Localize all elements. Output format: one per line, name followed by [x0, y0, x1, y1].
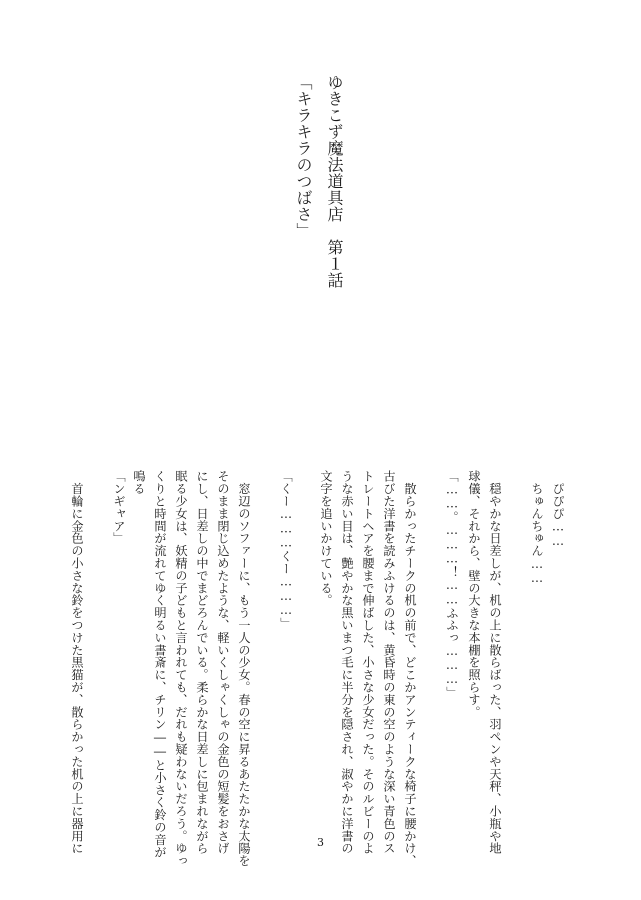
body-line: 「くー………くー………」	[279, 470, 293, 630]
body-line: 球儀、それから、壁の大きな本棚を照らす。	[467, 470, 481, 718]
body-line: 「……。………！……ふふっ………」	[445, 470, 459, 699]
body-line: 穏やかな日差しが、机の上に散らばった、羽ペンや天秤、小瓶や地	[488, 470, 502, 855]
body-line: うな赤い目は、艶やかな黒いまつ毛に半分を隠され、淑やかに洋書の	[340, 470, 354, 855]
body-line: 散らかったチークの机の前で、どこかアンティークな椅子に腰かけ、	[403, 470, 417, 867]
page-number: 3	[317, 836, 324, 849]
body-line: 眠る少女は、妖精の子どもと言われても、だれも疑わないだろう。ゆっ	[174, 470, 188, 867]
body-line: にし、日差しの中でまどろんでいる。柔らかな日差しに包まれながら	[195, 470, 209, 855]
body-line: ぴぴぴ……	[551, 470, 565, 548]
body-line: 窓辺のソファーに、もう一人の少女。春の空に昇るあたたかな太陽を	[237, 470, 251, 867]
story-subtitle: 「キラキラのつばさ」	[294, 74, 313, 239]
body-line: 首輪に金色の小さな鈴をつけた黒猫が、散らかった机の上に器用に	[70, 470, 84, 855]
body-line: トレートヘアを腰まで伸ばした、小さな少女だった。そのルビーのよ	[361, 470, 375, 855]
body-line: 鳴る	[132, 470, 146, 495]
body-line: ちゅんちゅん……	[530, 470, 544, 586]
story-title: ゆきこず魔法道具店 第１話	[325, 74, 344, 289]
body-line: くりと時間が流れてゆく明るい書斎に、チリン――と小さく鈴の音が	[153, 470, 167, 858]
body-line: そのまま閉じ込めたような、軽いくしゃくしゃの金色の短髪をおさげ	[216, 470, 230, 855]
body-line: 文字を追いかけている。	[319, 470, 333, 607]
body-line: 古びた洋書を読みふけるのは、黄昏時の東の空のような深い青色のス	[382, 470, 396, 855]
body-line: 「ンギャア」	[112, 470, 126, 545]
